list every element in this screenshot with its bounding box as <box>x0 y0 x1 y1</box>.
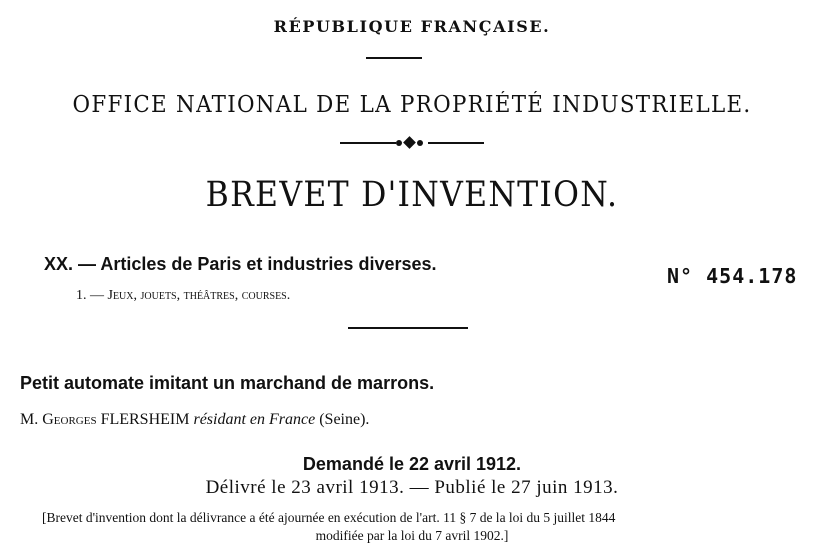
inventor-line <box>20 411 369 429</box>
inventor-civility: M. Georges <box>20 411 97 428</box>
patent-number: N° 454.178 <box>667 264 798 288</box>
document-title: BREVET D'INVENTION. <box>205 175 619 215</box>
office-heading: OFFICE NATIONAL DE LA PROPRIÉTÉ INDUSTRIELLE. <box>72 92 752 118</box>
divider-rule <box>366 57 422 59</box>
delivery-publication-dates: Délivré le 23 avril 1913. — Publié le 27 juin 1913. <box>205 477 619 498</box>
inventor-residence: résidant en France <box>193 411 316 428</box>
patent-class: XX. — Articles de Paris et industries diverses. <box>44 254 437 274</box>
legal-note-line-2: modifiée par la loi du 7 avril 1902.] <box>315 528 509 543</box>
request-date: Demandé le 22 avril 1912. <box>302 454 522 474</box>
inventor-region: (Seine). <box>319 411 370 428</box>
ornament-dot-left <box>396 140 402 146</box>
legal-note-line-1: [Brevet d'invention dont la délivrance a été ajournée en exécution de l'art. 11 § 7 de la loi du 5 juillet 1844 <box>42 510 616 525</box>
ornament-line-left <box>340 142 396 144</box>
inventor-surname: FLERSHEIM <box>100 411 190 428</box>
republic-heading: RÉPUBLIQUE FRANÇAISE. <box>273 17 551 36</box>
patent-subclass: 1. — Jeux, jouets, théâtres, courses. <box>76 288 291 303</box>
ornament-line-right <box>428 142 484 144</box>
invention-title: Petit automate imitant un marchand de marrons. <box>20 373 435 393</box>
ornament-diamond <box>403 136 416 149</box>
ornament-dot-right <box>417 140 423 146</box>
section-divider <box>348 327 468 329</box>
